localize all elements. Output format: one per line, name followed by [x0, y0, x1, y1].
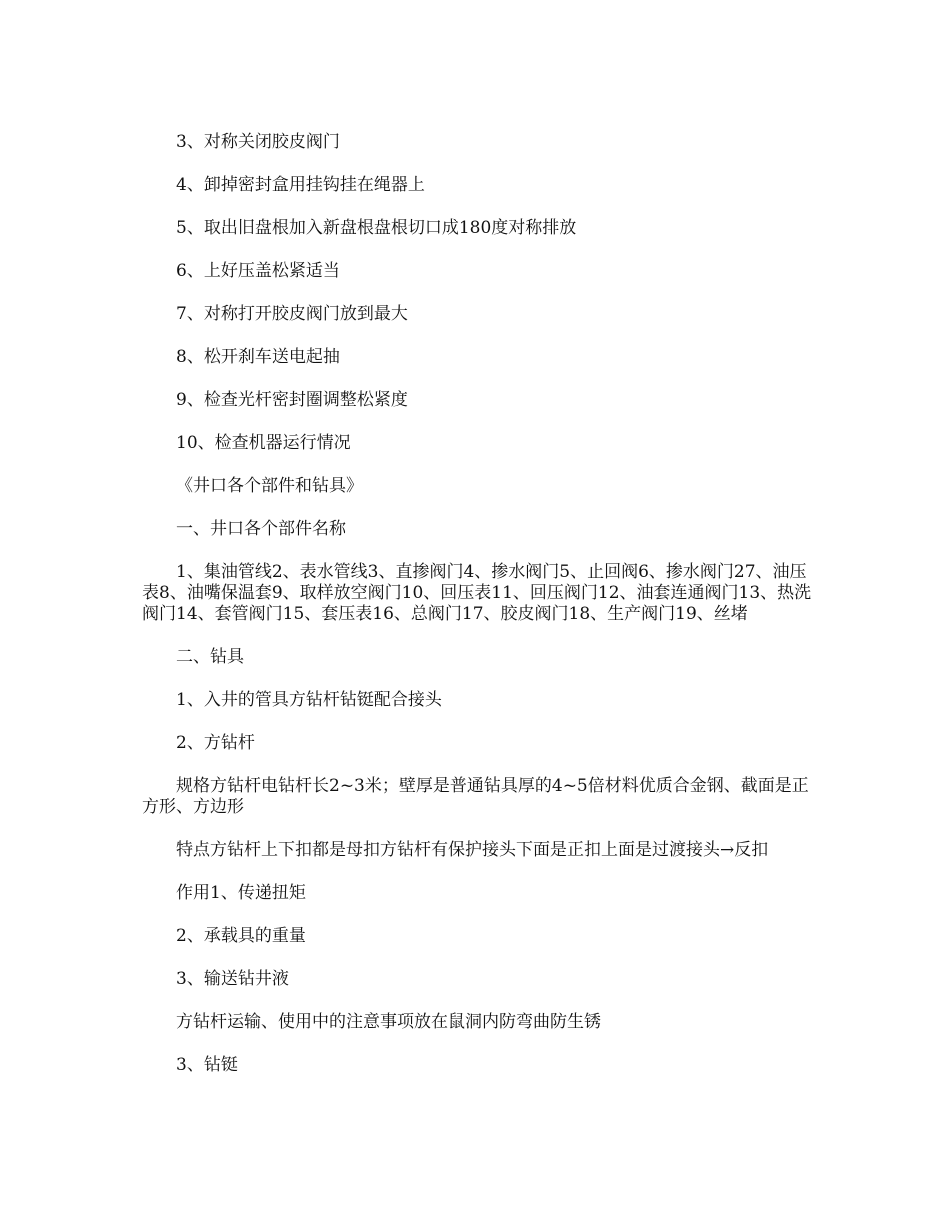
kelly-function-2: 2、承载具的重量 — [176, 926, 306, 946]
wellhead-parts-list: 1、集油管线2、表水管线3、直掺阀门4、掺水阀门5、止回阀6、掺水阀门27、油压表8、油嘴保温套9、取样放空阀门10、回压表11、回压阀门12、油套连通阀门13、热洗阀门14、套管阀门15、套压表16、总阀门17、胶皮阀门18、生产阀门19、丝堵 — [142, 562, 812, 624]
kelly-function-1: 作用1、传递扭矩 — [176, 883, 306, 903]
step-10-paragraph: 10、检查机器运行情况 — [176, 433, 351, 453]
kelly-specification: 规格方钻杆电钻杆长2~3米；壁厚是普通钻具厚的4~5倍材料优质合金钢、截面是正方形、方边形 — [142, 776, 809, 817]
step-6-paragraph: 6、上好压盖松紧适当 — [176, 261, 340, 281]
kelly-transport-notes: 方钻杆运输、使用中的注意事项放在鼠洞内防弯曲防生锈 — [176, 1012, 601, 1032]
step-9-paragraph: 9、检查光杆密封圈调整松紧度 — [176, 390, 408, 410]
document-body — [142, 132, 812, 1076]
step-3-paragraph: 3、对称关闭胶皮阀门 — [176, 132, 340, 152]
step-4-paragraph: 4、卸掉密封盒用挂钩挂在绳器上 — [176, 175, 425, 195]
kelly-features: 特点方钻杆上下扣都是母扣方钻杆有保护接头下面是正扣上面是过渡接头→反扣 — [176, 840, 769, 860]
section-1-heading: 一、井口各个部件名称 — [176, 519, 346, 539]
drilling-tools-item-1: 1、入井的管具方钻杆钻铤配合接头 — [176, 690, 442, 710]
section-2-heading: 二、钻具 — [176, 647, 244, 667]
step-7-paragraph: 7、对称打开胶皮阀门放到最大 — [176, 304, 408, 324]
section-title: 《井口各个部件和钻具》 — [176, 476, 363, 496]
kelly-function-3: 3、输送钻井液 — [176, 969, 289, 989]
step-8-paragraph: 8、松开刹车送电起抽 — [176, 347, 340, 367]
step-5-paragraph: 5、取出旧盘根加入新盘根盘根切口成180度对称排放 — [176, 218, 577, 238]
drilling-tools-item-3: 3、钻铤 — [176, 1055, 238, 1075]
drilling-tools-item-2: 2、方钻杆 — [176, 733, 255, 753]
